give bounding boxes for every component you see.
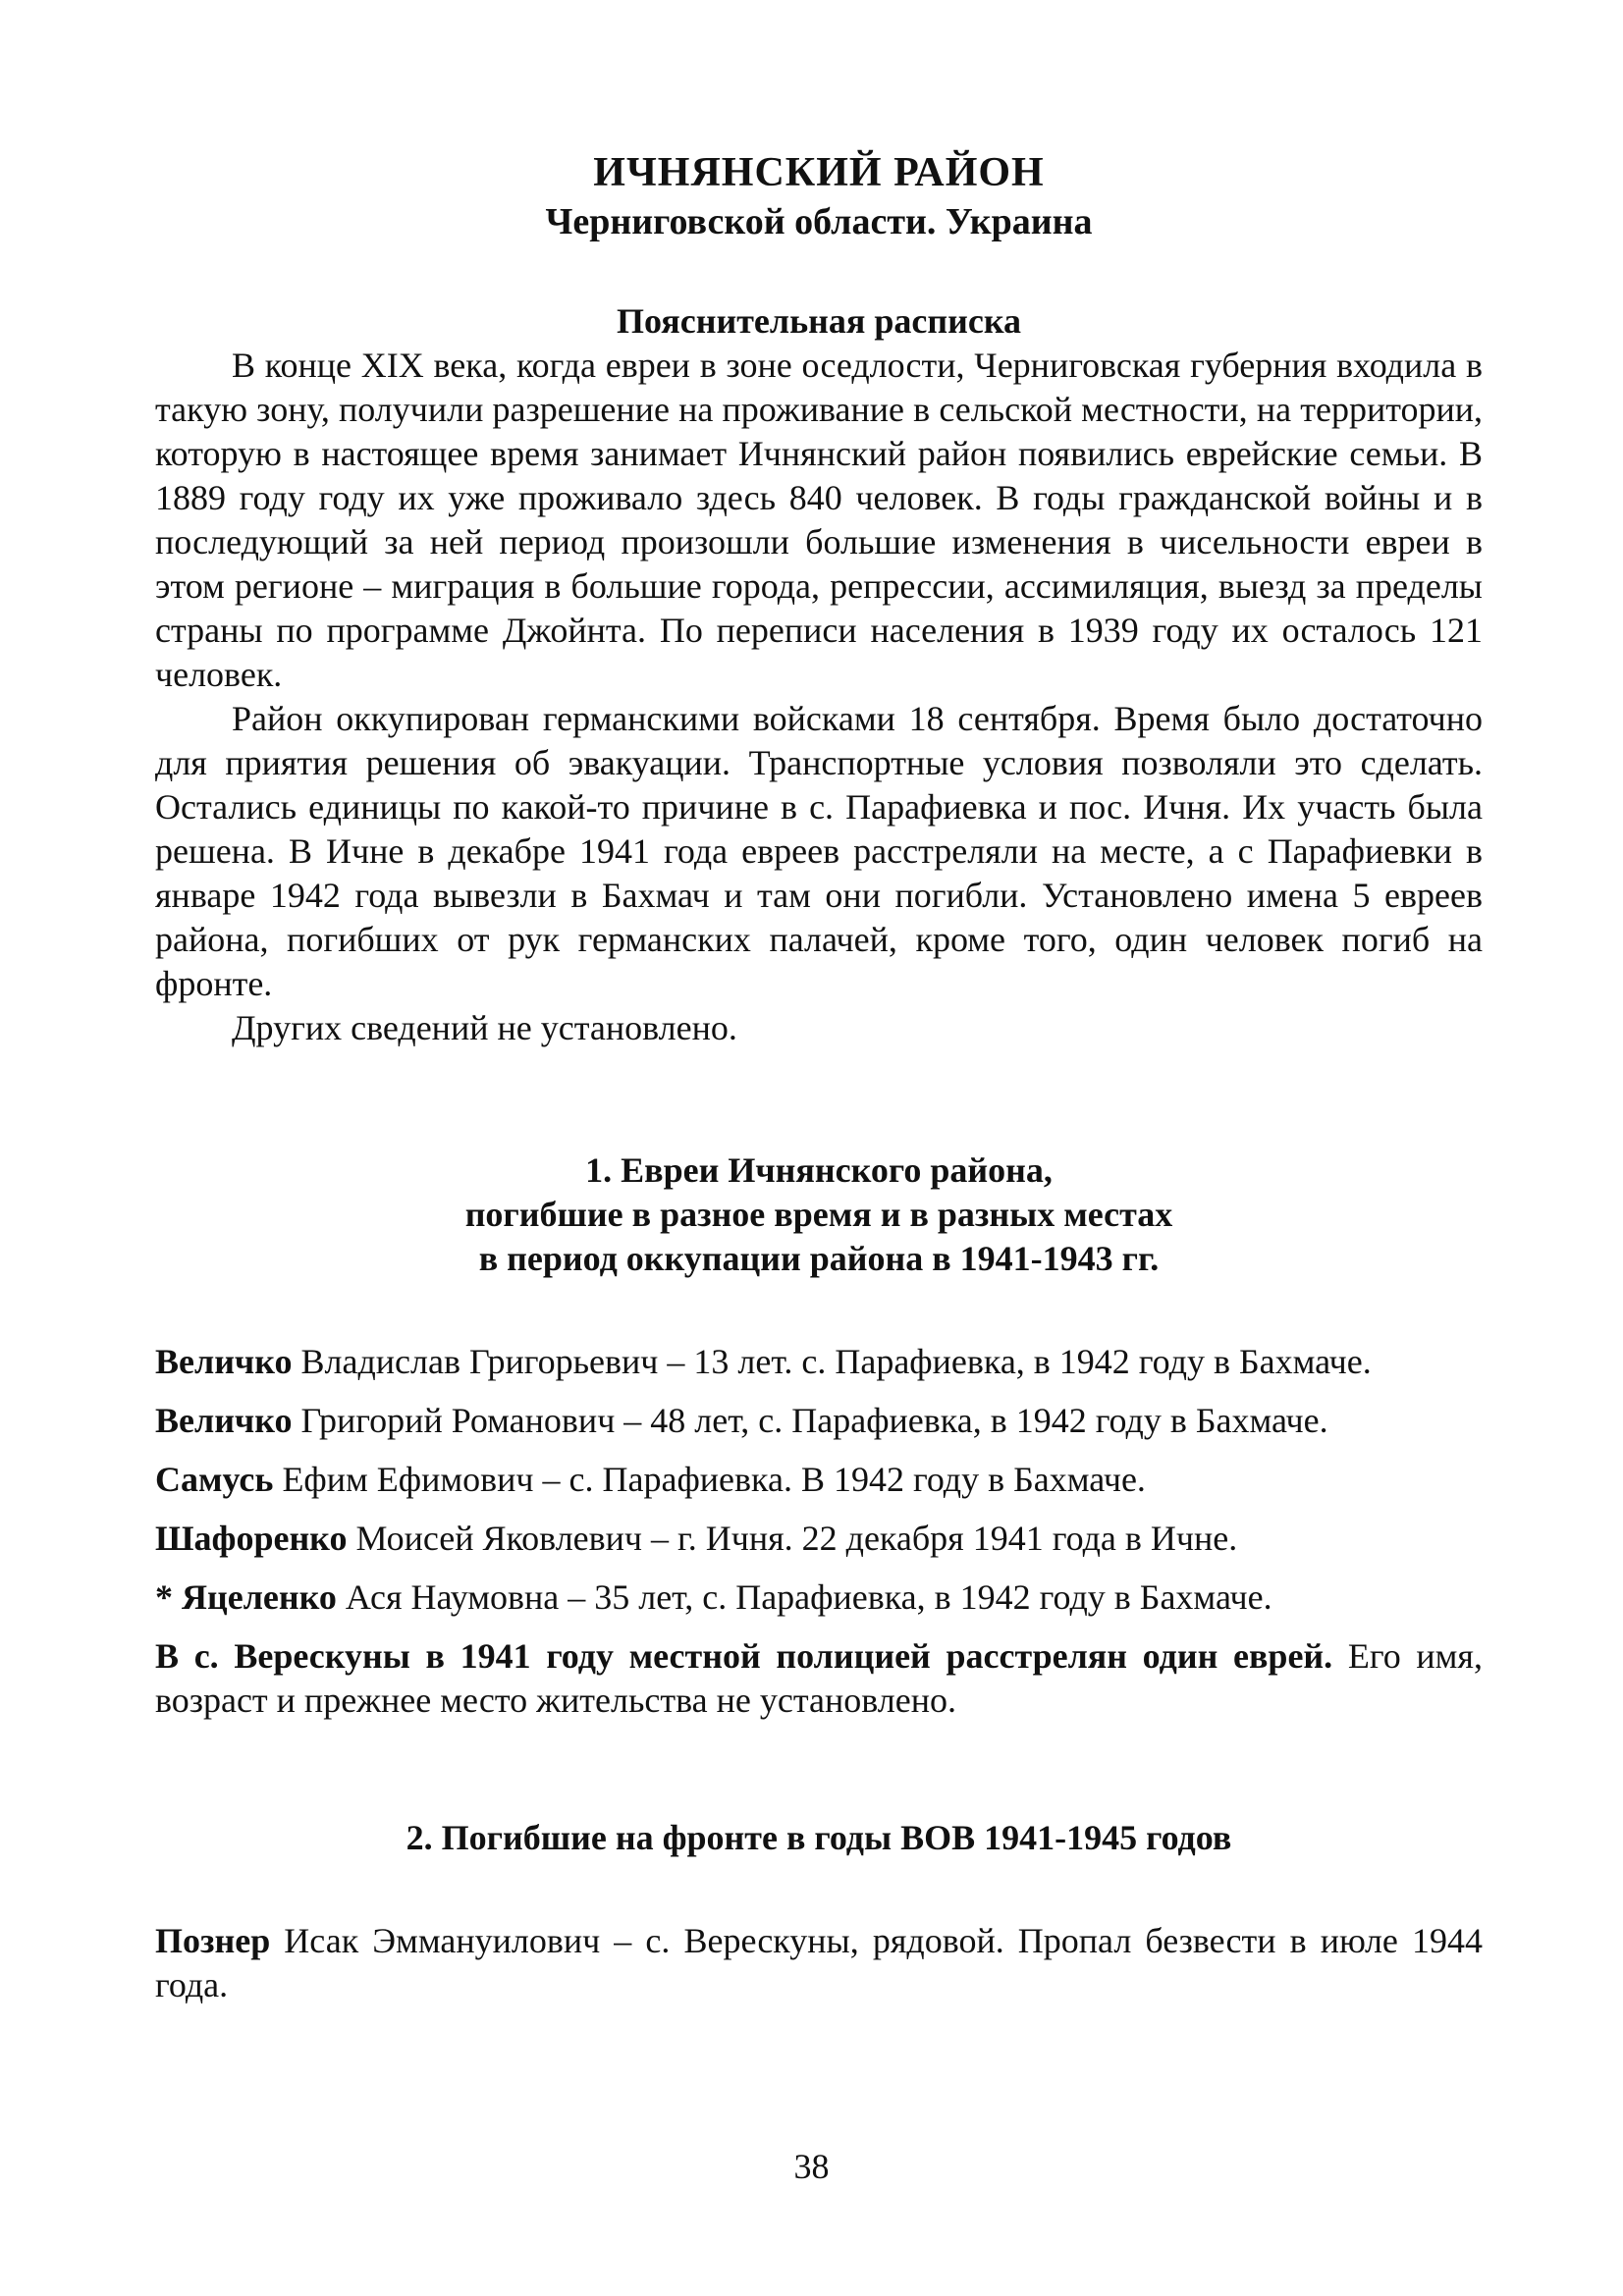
section1-heading-line: погибшие в разное время и в разных местах [464, 1195, 1173, 1234]
section1-heading-line: в период оккупации района в 1941-1943 гг. [478, 1239, 1160, 1278]
entry-details: Моисей Яковлевич – г. Ичня. 22 декабря 1941 года в Ичне. [347, 1519, 1238, 1558]
closing-rest: Его имя, возраст и прежнее место жительства не установлено. [155, 1636, 1483, 1720]
note-paragraph: Других сведений не установлено. [232, 1008, 737, 1047]
section1-heading-line: 1. Евреи Ичнянского района, [585, 1150, 1053, 1190]
closing-entry [155, 1634, 1483, 1723]
page-title: ИЧНЯНСКИЙ РАЙОН [593, 150, 1045, 195]
victim-entry [155, 1517, 1483, 1561]
document-page [155, 147, 1483, 2022]
victim-entry [155, 1458, 1483, 1502]
entry-surname: Величко [155, 1401, 293, 1440]
entry-surname: Яцеленко [182, 1577, 337, 1617]
victim-entry [155, 1575, 1483, 1620]
section1-heading [155, 1148, 1483, 1281]
soldier-entry [155, 1919, 1483, 2007]
victim-entry [155, 1399, 1483, 1443]
page-subtitle: Черниговской области. Украина [545, 201, 1093, 242]
entry-details: Ефим Ефимович – с. Парафиевка. В 1942 году в Бахмаче. [273, 1460, 1146, 1499]
entry-surname: Познер [155, 1921, 271, 1960]
entry-details: Исак Эммануилович – с. Верескуны, рядовой. Пропал безвести в июле 1944 года. [155, 1921, 1483, 2004]
page-number: 38 [793, 2147, 830, 2186]
entry-prefix: * [155, 1577, 182, 1617]
entry-surname: Шафоренко [155, 1519, 348, 1558]
entry-details: Григорий Романович – 48 лет, с. Парафиевка, в 1942 году в Бахмаче. [292, 1401, 1328, 1440]
entry-surname: Самусь [155, 1460, 274, 1499]
section2-heading: 2. Погибшие на фронте в годы ВОВ 1941-1945 годов [406, 1818, 1232, 1857]
note-paragraph: Район оккупирован германскими войсками 18 сентября. Время было достаточно для приятия решения об эвакуации. Транспортные условия позволяли это сделать. Остались единицы по какой-то причине в с. Парафиевка и пос. Ичня. Их участь была решена. В Ичне в декабре 1941 года евреев расстреляли на месте, а с Парафиевки в январе 1942 года вывезли в Бахмач и там они погибли. Установлено имена 5 евреев района, погибших от рук германских палачей, кроме того, один человек погиб на фронте. [155, 699, 1483, 1003]
closing-bold: В с. Верескуны в 1941 году местной полицией расстрелян один еврей. [155, 1636, 1333, 1676]
entry-details: Владислав Григорьевич – 13 лет. с. Парафиевка, в 1942 году в Бахмаче. [292, 1342, 1372, 1381]
entry-surname: Величко [155, 1342, 293, 1381]
entry-details: Ася Наумовна – 35 лет, с. Парафиевка, в 1942 году в Бахмаче. [336, 1577, 1272, 1617]
victim-entry [155, 1340, 1483, 1384]
section2-entries [155, 1919, 1483, 2007]
note-heading: Пояснительная расписка [616, 301, 1022, 341]
section1-entries [155, 1340, 1483, 1723]
note-paragraph: В конце XIX века, когда евреи в зоне оседлости, Черниговская губерния входила в такую зону, получили разрешение на проживание в сельской местности, на территории, которую в настоящее время занимает Ичнянский район появились еврейские семьи. В 1889 году году их уже проживало здесь 840 человек. В годы гражданской войны и в последующий за ней период произошли большие изменения в чисельности евреи в этом регионе – миграция в большие города, репрессии, ассимиляция, выезд за пределы страны по программе Джойнта. По переписи населения в 1939 году их осталось 121 человек. [155, 346, 1483, 694]
